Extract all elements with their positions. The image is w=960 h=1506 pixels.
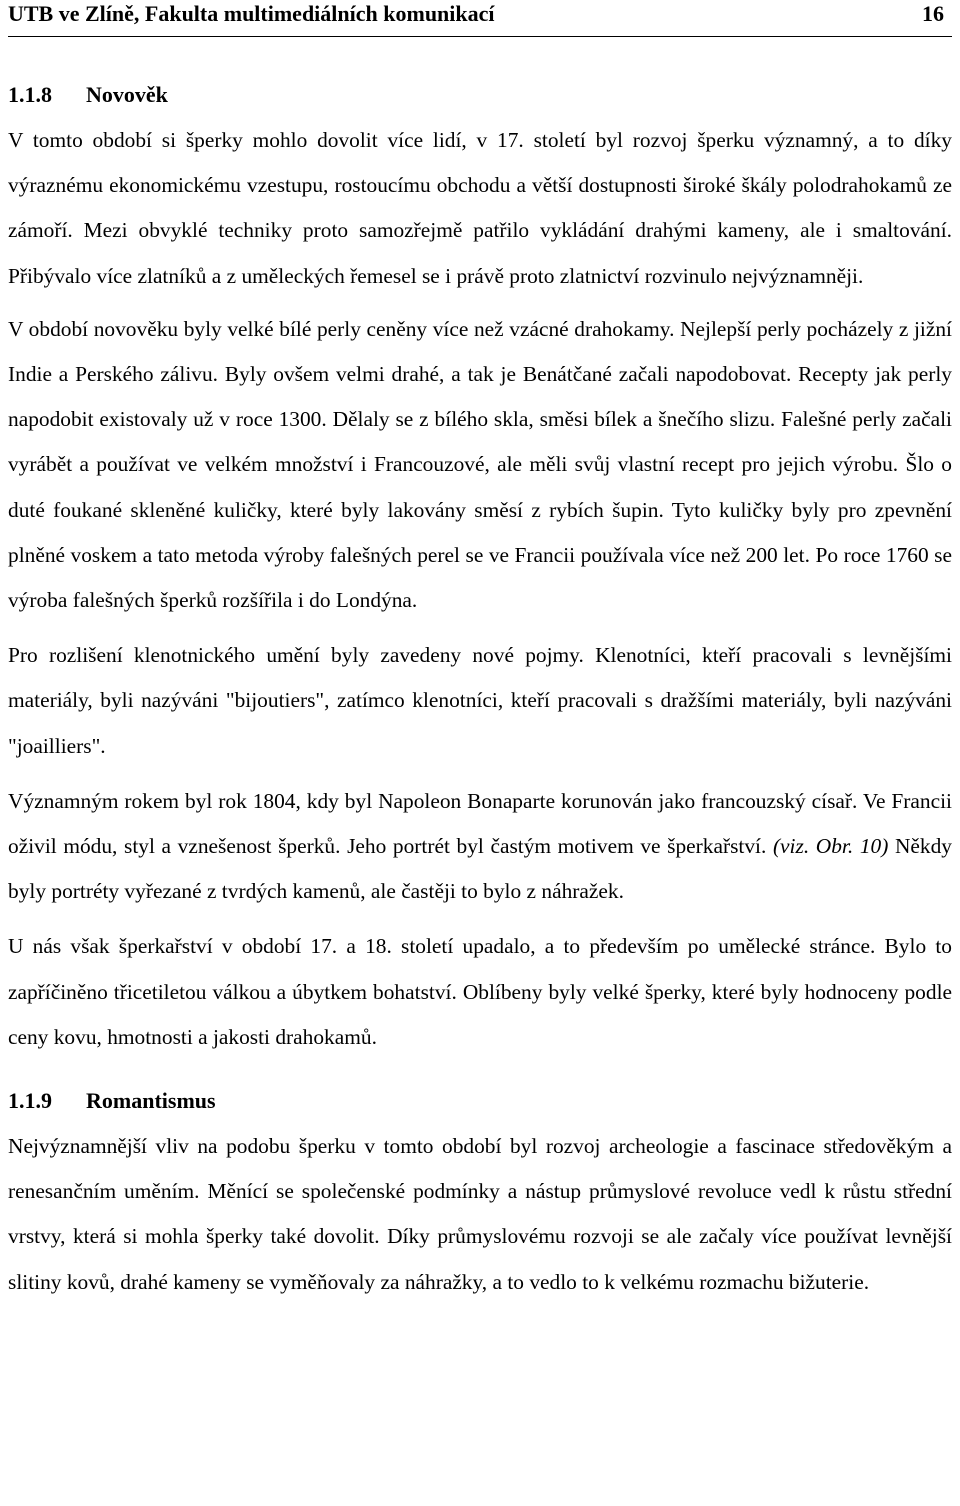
figure-reference: (viz. Obr. 10) bbox=[772, 834, 889, 859]
paragraph-text: Někdy byly portréty vyřezané z tvrdých kamenů, ale častěji to bylo z náhražek. bbox=[8, 834, 952, 904]
section-number: 1.1.8 bbox=[8, 82, 52, 107]
page-number: 16 bbox=[922, 1, 944, 26]
paragraph: Pro rozlišení klenotnického umění byly zavedeny nové pojmy. Klenotníci, kteří pracovali s levnějšími materiály, byli nazýváni "bijoutiers", zatímco klenotníci, kteří pracovali s dražšími materiály, byli nazýváni "joailliers". bbox=[8, 643, 952, 758]
paragraph: V období novověku byly velké bílé perly ceněny více než vzácné drahokamy. Nejlepší perly pocházely z jižní Indie a Perského zálivu. Byly ovšem velmi drahé, a tak je Benátčané začali napodobovat. Recepty jak perly napodobit existovaly už v roce 1300. Dělaly se z bílého skla, směsi bílek a šnečího slizu. Falešné perly začali vyrábět a používat ve velkém množství i Francouzové, ale měli svůj vlastní recept pro jejich výrobu. Šlo o duté foukané skleněné kuličky, které byly lakovány směsí z rybích šupin. Tyto kuličky byly pro zpevnění plněné voskem a tato metoda výroby falešných perel se ve Francii používala více než 200 let. Po roce 1760 se výroba falešných šperků rozšířila i do Londýna. bbox=[8, 316, 952, 613]
paragraph: V tomto období si šperky mohlo dovolit více lidí, v 17. století byl rozvoj šperku významný, a to díky výraznému ekonomickému vzestupu, rostoucímu obchodu a větší dostupnosti široké škály polodrahokamů ze zámoří. Mezi obvyklé techniky proto samozřejmě patřilo vykládání drahými kameny, ale i smaltování. Přibývalo více zlatníků a z uměleckých řemesel se i právě proto zlatnictví rozvinulo nejvýznamněji. bbox=[8, 128, 952, 288]
paragraph: Nejvýznamnější vliv na podobu šperku v tomto období byl rozvoj archeologie a fascinace středověkým a renesančním uměním. Měnící se společenské podmínky a nástup průmyslové revoluce vedl k růstu střední vrstvy, která si mohla šperky také dovolit. Díky průmyslovému rozvoji se ale začaly více používat levnější slitiny kovů, drahé kameny se vyměňovaly za náhražky, a to vedlo to k velkému rozmachu bižuterie. bbox=[8, 1134, 952, 1294]
running-header bbox=[8, 0, 952, 37]
section-heading-novovek bbox=[8, 72, 952, 118]
section-title: Romantismus bbox=[86, 1088, 216, 1114]
section-number: 1.1.9 bbox=[8, 1088, 52, 1114]
paragraph: U nás však šperkařství v období 17. a 18. století upadalo, a to především po umělecké stránce. Bylo to zapříčiněno třicetiletou válkou a úbytkem bohatství. Oblíbeny byly velké šperky, které byly hodnoceny podle ceny kovu, hmotnosti a jakosti drahokamů. bbox=[8, 934, 952, 1049]
section-heading-romantismus bbox=[8, 1078, 952, 1124]
paragraph-text: Významným rokem byl rok 1804, kdy byl Napoleon Bonaparte korunován jako francouzský císař. Ve Francii oživil módu, styl a vznešenost šperků. Jeho portrét byl častým motivem ve šperkařství. bbox=[8, 788, 952, 859]
page-content bbox=[8, 72, 952, 1305]
section-title: Novověk bbox=[86, 82, 168, 107]
paragraph bbox=[8, 779, 952, 915]
header-title: UTB ve Zlíně, Fakulta multimediálních komunikací bbox=[8, 1, 495, 26]
